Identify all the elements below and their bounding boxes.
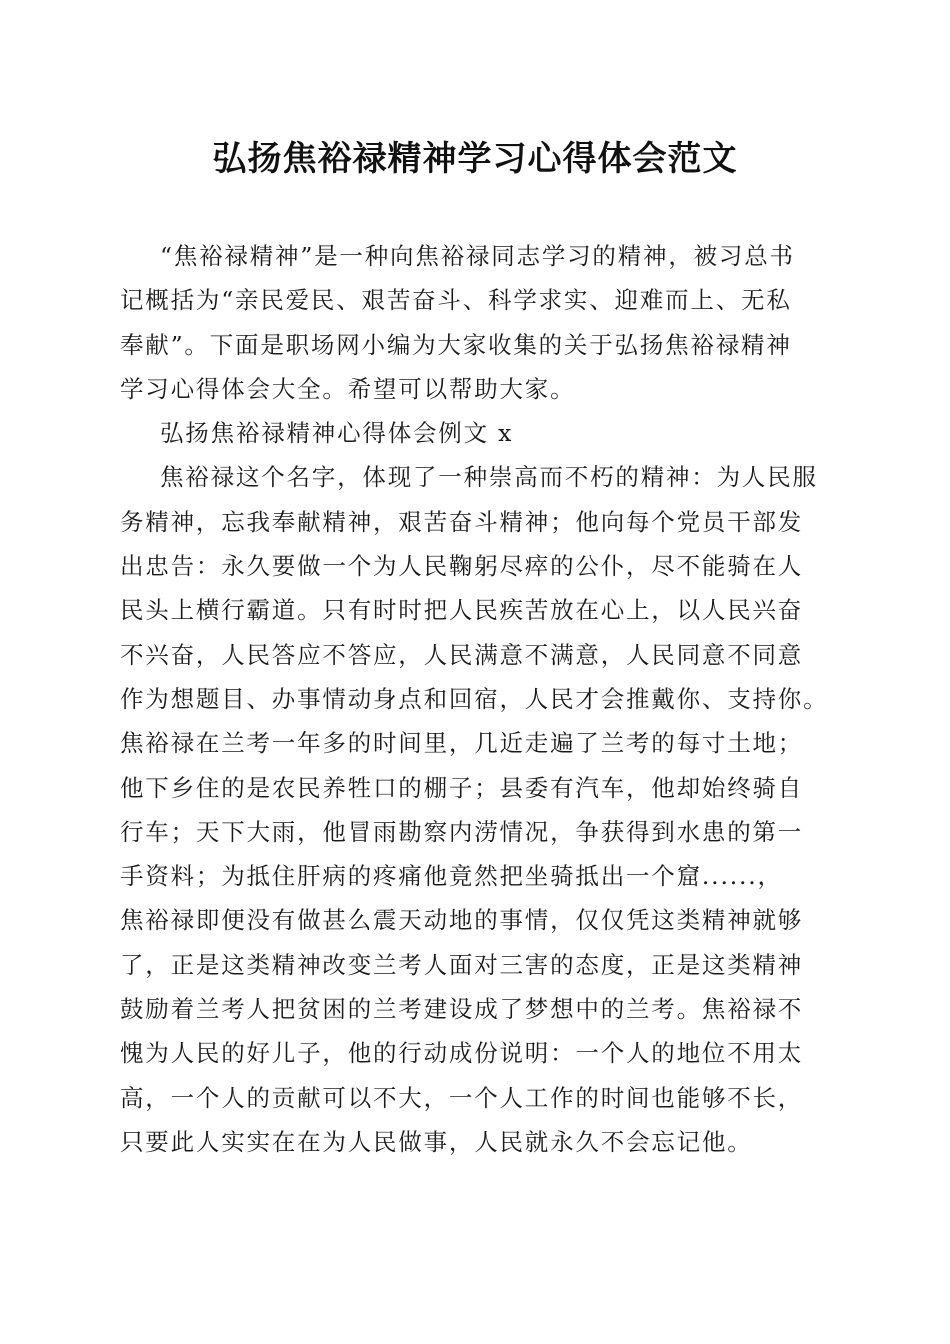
paragraph-line: 记概括为“亲民爱民、艰苦奋斗、科学求实、迎难而上、无私: [120, 286, 792, 315]
paragraph-line: “焦裕禄精神”是一种向焦裕禄同志学习的精神，被习总书: [160, 242, 795, 270]
section-heading: 弘扬焦裕禄精神心得体会例文 x: [160, 419, 514, 448]
document-title: 弘扬焦裕禄精神学习心得体会范文: [212, 139, 738, 179]
paragraph-line: 不兴奋，人民答应不答应，人民满意不满意，人民同意不同意: [120, 640, 804, 669]
paragraph-line: 学习心得体会大全。希望可以帮助大家。: [120, 374, 576, 403]
paragraph-line: 了，正是这类精神改变兰考人面对三害的态度，正是这类精神: [120, 950, 804, 979]
paragraph-line: 手资料；为抵住肝病的疼痛他竟然把坐骑抵出一个窟......，: [120, 862, 783, 891]
paragraph-line: 鼓励着兰考人把贫困的兰考建设成了梦想中的兰考。焦裕禄不: [120, 995, 804, 1024]
paragraph-line: 高，一个人的贡献可以不大，一个人工作的时间也能够不长，: [120, 1083, 804, 1112]
paragraph-line: 行车；天下大雨，他冒雨勘察内涝情况，争获得到水患的第一: [120, 817, 804, 846]
paragraph-line: 奉献”。下面是职场网小编为大家收集的关于弘扬焦裕禄精神: [120, 330, 792, 359]
paragraph-line: 愧为人民的好儿子，他的行动成份说明：一个人的地位不用太: [120, 1039, 804, 1068]
paragraph-line: 他下乡住的是农民养牲口的棚子；县委有汽车，他却始终骑自: [120, 773, 804, 802]
paragraph-line: 焦裕禄即便没有做甚么震天动地的事情，仅仅凭这类精神就够: [120, 906, 804, 935]
paragraph-line: 焦裕禄这个名字，体现了一种崇高而不朽的精神：为人民服: [160, 463, 818, 492]
paragraph-line: 务精神，忘我奉献精神，艰苦奋斗精神；他向每个党员干部发: [120, 507, 804, 536]
paragraph-line: 出忠告：永久要做一个为人民鞠躬尽瘁的公仆，尽不能骑在人: [120, 552, 804, 581]
paragraph-line: 作为想题目、办事情动身点和回宿，人民才会推戴你、支持你。: [120, 684, 829, 713]
document-body: [120, 234, 832, 1164]
paragraph-line: 只要此人实实在在为人民做事，人民就永久不会忘记他。: [120, 1127, 753, 1156]
paragraph-line: 焦裕禄在兰考一年多的时间里，几近走遍了兰考的每寸土地；: [120, 729, 804, 758]
paragraph-line: 民头上横行霸道。只有时时把人民疾苦放在心上，以人民兴奋: [120, 596, 804, 625]
